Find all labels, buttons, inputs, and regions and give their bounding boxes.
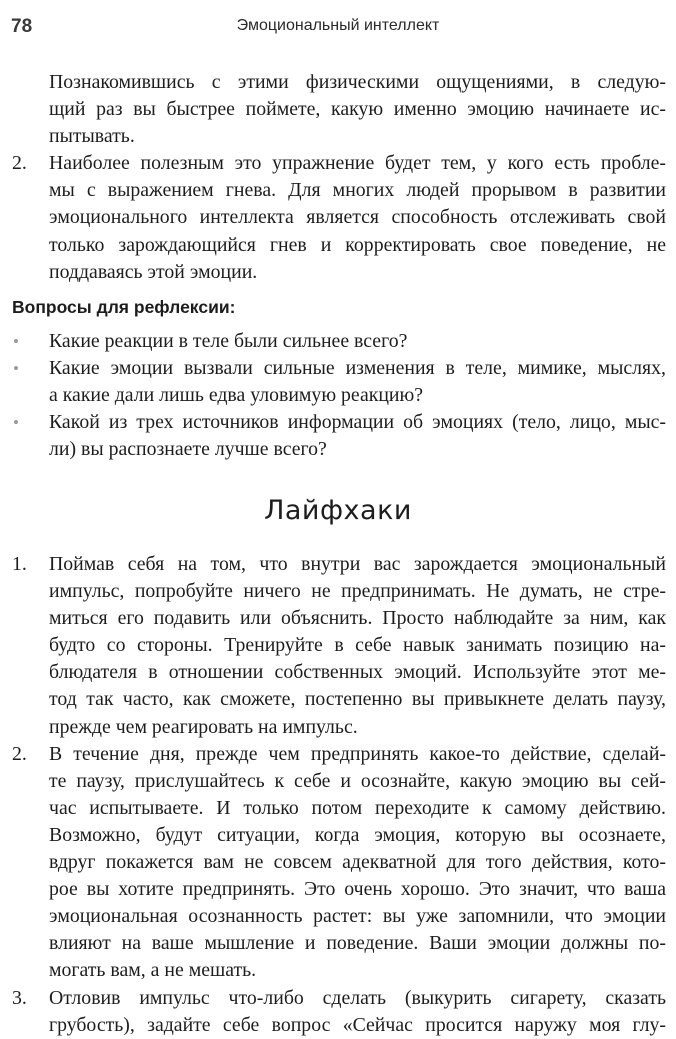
text-line: грубость), задайте себе вопрос «Сейчас просится наружу моя глу- — [49, 1013, 666, 1036]
text-line: мы с выражением гнева. Для многих людей прорывом в развитии — [49, 179, 666, 202]
list-item-2 — [12, 150, 666, 285]
text-line: Познакомившись с этими физическими ощущениями, в следую- — [49, 71, 666, 93]
text-line: час испытываете. И только потом переходите к самому действию. — [49, 796, 666, 819]
text-line: те паузу, прислушайтесь к себе и осознайте, какую эмоцию вы сей- — [49, 769, 666, 792]
list-item-3 — [12, 985, 666, 1039]
bullet-item — [12, 355, 666, 409]
text-line: поддаваясь этой эмоции. — [49, 260, 258, 283]
text-line: Какие эмоции вызвали сильные изменения в теле, мимике, мыслях, — [49, 357, 666, 380]
text-line: Какие реакции в теле были сильнее всего? — [49, 330, 408, 352]
page-number: 78 — [11, 16, 33, 37]
text-line: В течение дня, прежде чем предпринять какое-то действие, сделай- — [49, 742, 666, 765]
list-marker: 3. — [12, 986, 27, 1009]
text-line: импульс, попробуйте ничего не предпринимать. Не думать, не стре- — [49, 580, 666, 603]
reflection-list — [12, 328, 666, 463]
list-item-1 — [12, 551, 666, 741]
text-line: тод так часто, как сможете, постепенно вы привыкнете делать паузу, — [49, 688, 666, 711]
text-line: щий раз вы быстрее поймете, какую именно эмоцию начинаете ис- — [49, 98, 666, 121]
text-line: рое вы хотите предпринять. Это очень хорошо. Это значит, что ваша — [49, 878, 666, 901]
text-line: будто со стороны. Тренируйте в себе навык занимать позицию на- — [49, 634, 666, 657]
reflection-heading: Вопросы для рефлексии: — [12, 297, 236, 317]
text-line: Отловив импульс что-либо сделать (выкурить сигарету, сказать — [49, 986, 666, 1009]
text-line: Возможно, будут ситуации, когда эмоция, которую вы осознаете, — [49, 823, 666, 846]
text-line: Наиболее полезным это упражнение будет тем, у кого есть пробле- — [49, 152, 666, 175]
text-line: Какой из трех источников информации об эмоциях (тело, лицо, мыс- — [49, 411, 666, 434]
lifehacks-list — [12, 551, 666, 1039]
list-marker: 2. — [12, 742, 27, 765]
text-line: влияют на ваше мышление и поведение. Ваши эмоции должны по- — [49, 932, 666, 955]
bullet-item — [12, 409, 666, 463]
bullet-icon: • — [13, 413, 19, 433]
bullet-icon: • — [13, 359, 19, 379]
text-line: вдруг покажется вам не совсем адекватной для того действия, кото- — [49, 851, 666, 874]
text-line: ли) вы распознаете лучше всего? — [49, 438, 327, 461]
text-line: миться его подавить или объяснить. Просто наблюдайте за ним, как — [49, 607, 666, 630]
continuation-paragraph — [12, 69, 666, 150]
text-line: Поймав себя на том, что внутри вас зарождается эмоциональный — [49, 553, 666, 575]
bullet-item — [12, 328, 666, 355]
text-line: только зарождающийся гнев и корректировать свое поведение, не — [49, 233, 666, 256]
section-title: Лайфхаки — [264, 495, 412, 526]
text-line: а какие дали лишь едва уловимую реакцию? — [49, 384, 424, 407]
text-line: пытывать. — [49, 125, 135, 148]
bullet-icon: • — [13, 332, 19, 351]
text-line: могать вам, а не мешать. — [49, 959, 257, 982]
running-title: Эмоциональный интеллект — [236, 17, 440, 34]
top-text — [12, 69, 666, 286]
list-marker: 2. — [12, 152, 27, 175]
list-marker: 1. — [12, 553, 27, 575]
text-line: блюдателя в отношении собственных эмоций. Используйте этот ме- — [49, 661, 666, 684]
text-line: эмоциональная осознанность растет: вы уже запомнили, что эмоции — [49, 905, 666, 928]
text-line: эмоционального интеллекта является способность отслеживать свой — [49, 206, 666, 229]
list-item-2 — [12, 741, 666, 985]
text-line: прежде чем реагировать на импульс. — [49, 715, 358, 738]
